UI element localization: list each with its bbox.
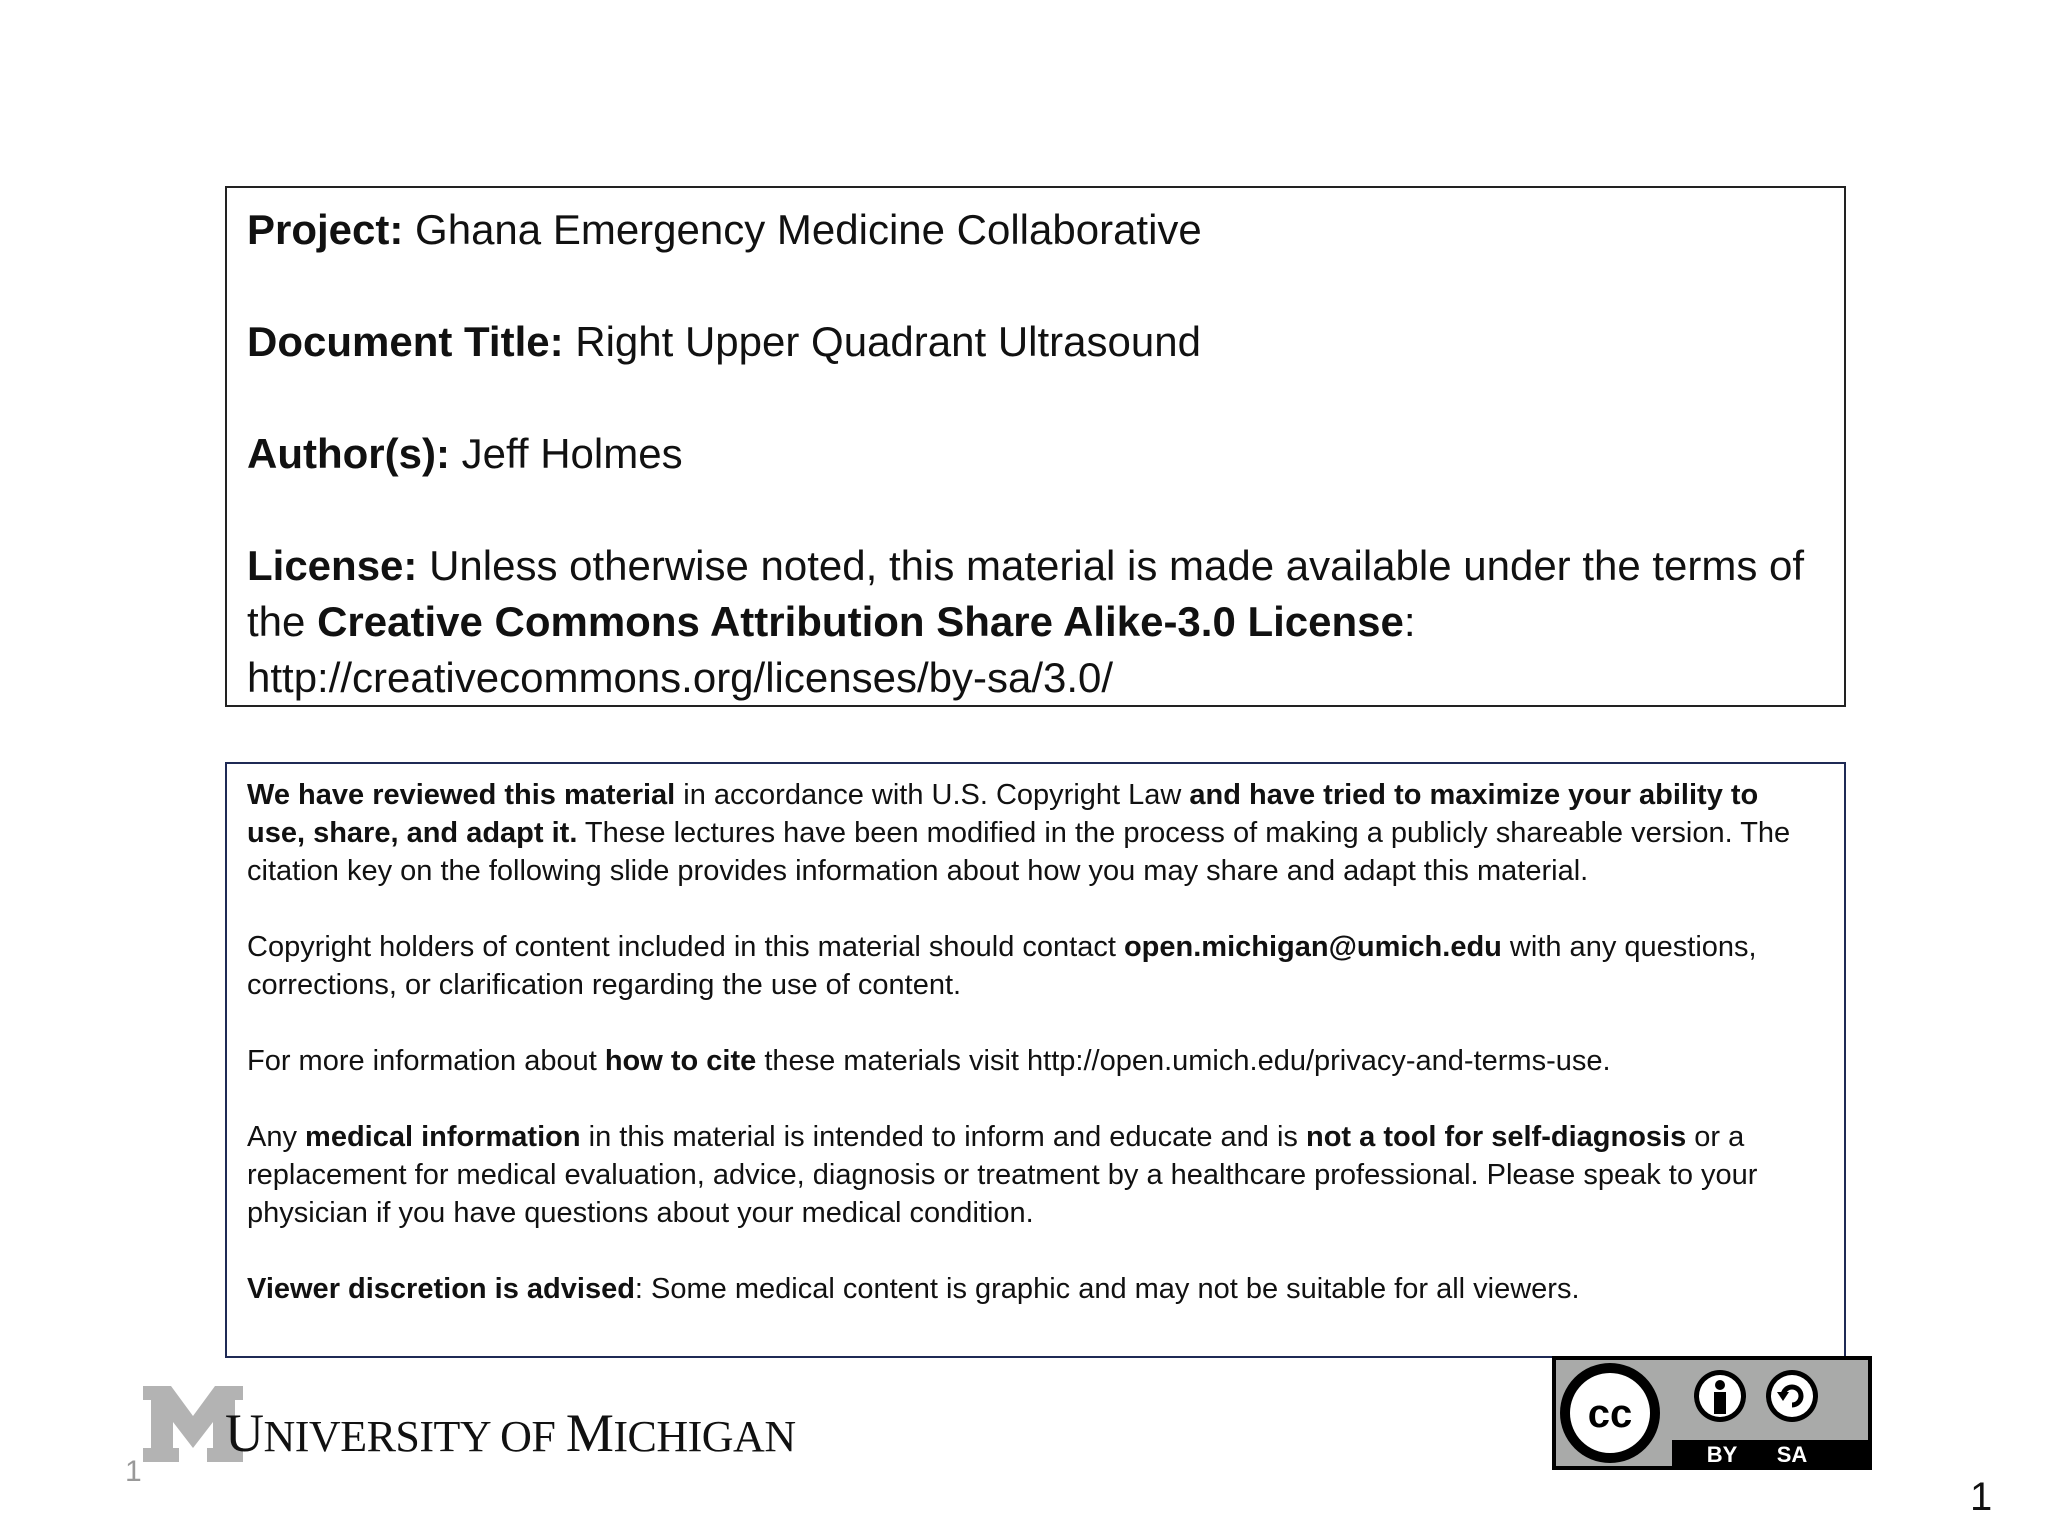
project-line: Project: Ghana Emergency Medicine Collaborative <box>247 206 1202 253</box>
license-line: License: Unless otherwise noted, this material is made available under the terms of the Creative Commons Attribution Share Alike-3.0 License: http://creativecommons.org/licenses/by-sa/3.0/ <box>247 542 1805 701</box>
notice-box <box>225 762 1846 1358</box>
license-url: http://creativecommons.org/licenses/by-sa/3.0/ <box>247 654 1114 701</box>
university-name: UNIVERSITY OF MICHIGAN <box>225 1403 796 1463</box>
cite-paragraph: For more information about how to cite these materials visit http://open.umich.edu/privacy-and-terms-use. <box>247 1045 1611 1077</box>
page-number: 1 <box>1970 1475 1993 1519</box>
document-title-line: Document Title: Right Upper Quadrant Ultrasound <box>247 318 1201 365</box>
cc-by-sa-badge <box>1552 1356 1872 1470</box>
svg-text:BY: BY <box>1706 1442 1738 1467</box>
share-alike-icon <box>1766 1370 1818 1422</box>
license-name: Creative Commons Attribution Share Alike-3.0 License <box>317 598 1404 645</box>
contact-paragraph: Copyright holders of content included in this material should contact open.michigan@umich.edu with any questions, corrections, or clarification regarding the use of content. <box>247 931 1757 1001</box>
cc-icon <box>1560 1363 1660 1463</box>
discretion-paragraph: Viewer discretion is advised: Some medical content is graphic and may not be suitable for all viewers. <box>247 1273 1580 1305</box>
contact-email: open.michigan@umich.edu <box>1123 931 1502 963</box>
metadata-box <box>225 186 1846 707</box>
small-page-number: 1 <box>125 1455 142 1488</box>
svg-text:SA: SA <box>1776 1442 1808 1467</box>
attribution-icon <box>1694 1370 1746 1422</box>
author-line: Author(s): Jeff Holmes <box>247 430 683 477</box>
medical-paragraph: Any medical information in this material is intended to inform and educate and is not a tool for self-diagnosis or a replacement for medical evaluation, advice, diagnosis or treatment by a healthcare professional. Please speak to your physician if you have questions about your medical condition. <box>247 1121 1758 1229</box>
review-paragraph: We have reviewed this material in accordance with U.S. Copyright Law and have tried to maximize your ability to use, share, and adapt it. These lectures have been modified in the process of making a publicly shareable version. The citation key on the following slide provides information about how you may share and adapt this material. <box>247 779 1791 887</box>
svg-text:cc: cc <box>1587 1392 1633 1436</box>
